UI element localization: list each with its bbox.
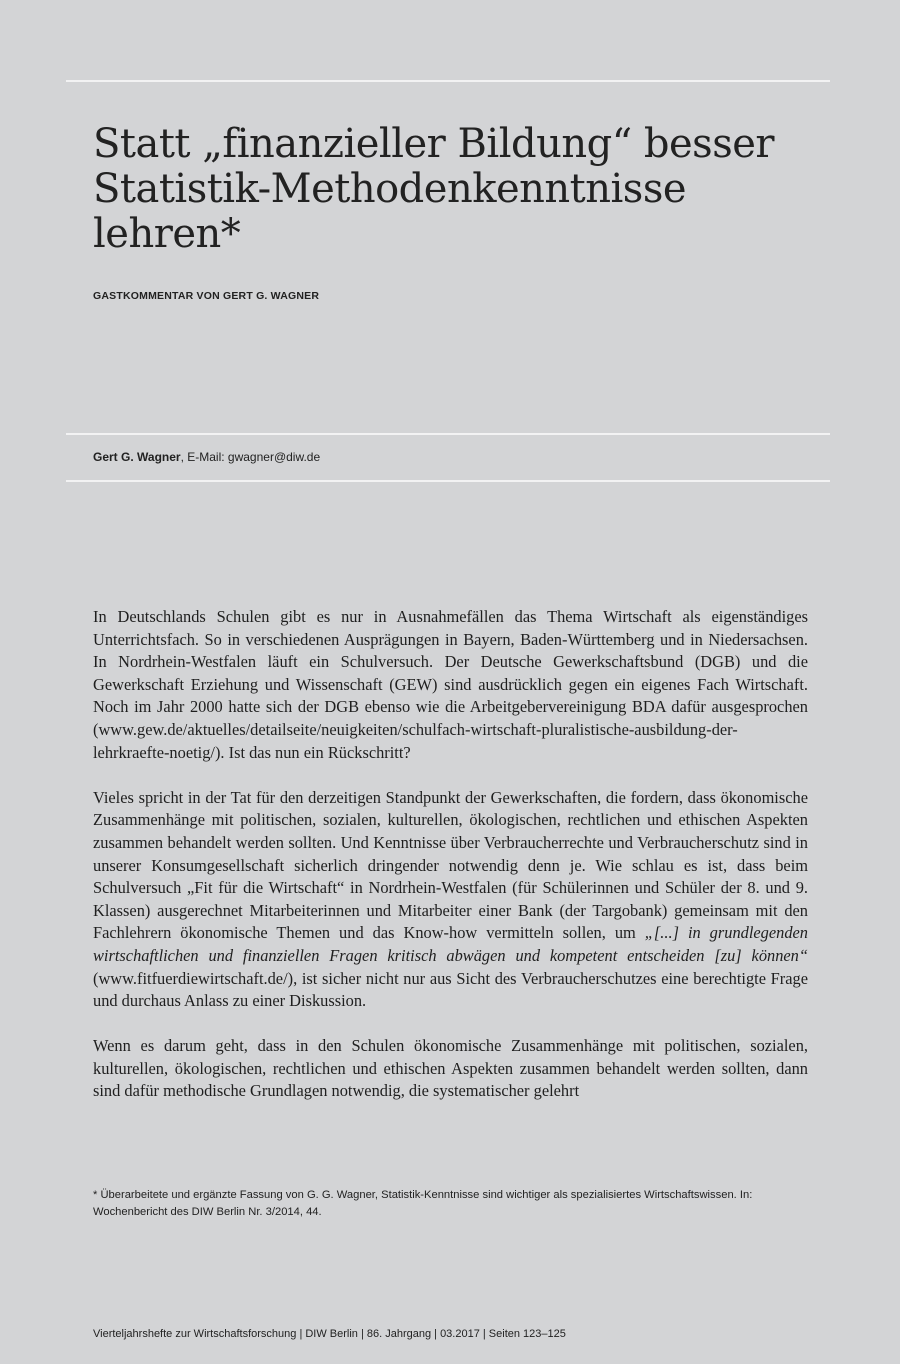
author-rule-bottom bbox=[66, 480, 830, 482]
top-rule bbox=[66, 80, 830, 82]
page-footer: Vierteljahrshefte zur Wirtschaftsforschung | DIW Berlin | 86. Jahrgang | 03.2017 | Seiten 123–125 bbox=[93, 1328, 566, 1340]
article-body bbox=[93, 606, 808, 1126]
author-rule-top bbox=[66, 433, 830, 435]
footnote: * Überarbeitete und ergänzte Fassung von G. G. Wagner, Statistik-Kenntnisse sind wichtiger als spezialisiertes Wirtschaftswissen. In: Wochenbericht des DIW Berlin Nr. 3/2014, 44. bbox=[93, 1189, 753, 1218]
paragraph-2-text-end: (www.fitfuerdiewirtschaft.de/), ist sicher nicht nur aus Sicht des Verbraucherschutzes eine berechtigte Frage und durchaus Anlass zu einer Diskussion. bbox=[93, 968, 808, 1011]
author-name: Gert G. Wagner bbox=[93, 450, 181, 464]
author-info bbox=[93, 450, 320, 464]
author-contact: , E-Mail: gwagner@diw.de bbox=[180, 450, 321, 464]
paragraph-2-text-start: Vieles spricht in der Tat für den derzeitigen Standpunkt der Gewerkschaften, die fordern, dass ökonomische Zusammenhänge mit politischen, sozialen, kulturellen, ökologischen, rechtlichen und ethischen Aspekten zusammen behandelt werden sollten. Und Kenntnisse über Verbraucherrechte und Verbraucherschutz sind in unserer Konsumgesellschaft sicherlich dringender notwendig denn je. Wie schlau es ist, dass beim Schulversuch „Fit für die Wirtschaft“ in Nordrhein-Westfalen (für Schülerinnen und Schüler der 8. und 9. Klassen) ausgerechnet Mitarbeiterinnen und Mitarbeiter einer Bank (der Targobank) gemeinsam mit den Fachlehrern ökonomische Themen und das Know-how vermitteln sollen, um bbox=[93, 787, 808, 943]
body-paragraph-3: Wenn es darum geht, dass in den Schulen ökonomische Zusammenhänge mit politischen, sozialen, kulturellen, ökologischen, rechtlichen und ethischen Aspekten zusammen behandelt werden sollten, dann sind dafür methodische Grundlagen notwendig, die systematischer gelehrt bbox=[93, 1036, 808, 1101]
article-byline: GASTKOMMENTAR VON GERT G. WAGNER bbox=[93, 290, 320, 302]
body-paragraph-1: In Deutschlands Schulen gibt es nur in Ausnahmefällen das Thema Wirtschaft als eigenständiges Unterrichtsfach. So in verschiedenen Ausprägungen in Bayern, Baden-Württemberg und in Niedersachsen. In Nordrhein-Westfalen läuft ein Schulversuch. Der Deutsche Gewerkschaftsbund (DGB) und die Gewerkschaft Erziehung und Wissenschaft (GEW) sind ausdrücklich gegen ein eigenes Fach Wirtschaft. Noch im Jahr 2000 hatte sich der DGB ebenso wie die Arbeitgebervereinigung BDA dafür ausgesprochen (www.gew.de/aktuelles/detailseite/neuigkeiten/schulfach-wirtschaft-pluralistische-ausbildung-der-lehrkraefte-noetig/). Ist das nun ein Rückschritt? bbox=[93, 607, 808, 762]
body-paragraph-2 bbox=[93, 787, 808, 1013]
paragraph-2-quote: „[...] in grundlegenden wirtschaftlichen und finanziellen Fragen kritisch abwägen und kompetent entscheiden [zu] können“ bbox=[93, 923, 809, 965]
article-title: Statt „finanzieller Bildung“ besser Statistik-Methodenkenntnisse lehren* bbox=[93, 121, 775, 257]
